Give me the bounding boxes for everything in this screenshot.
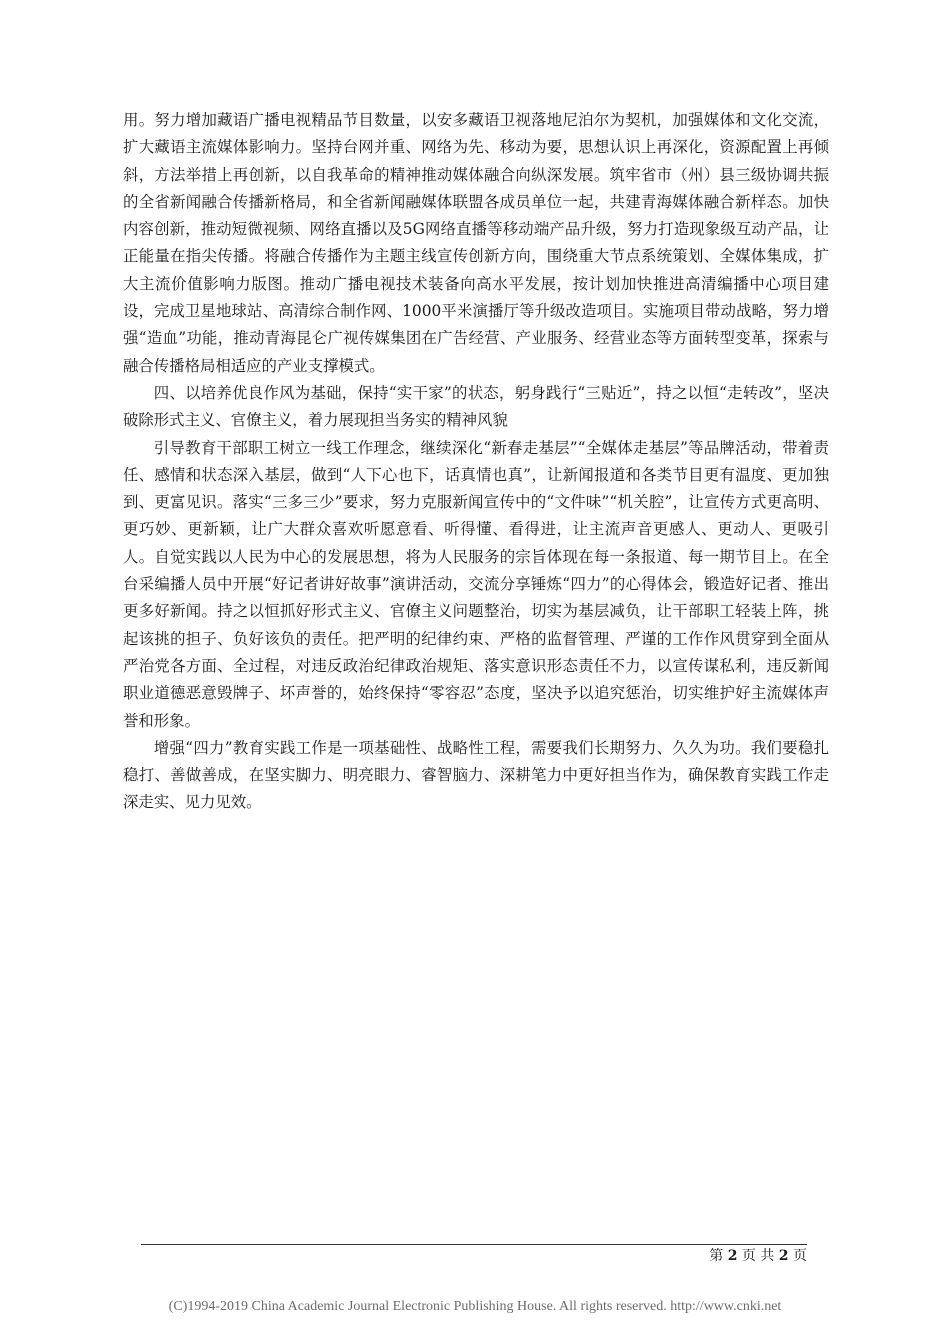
paragraph-4: 增强“四力”教育实践工作是一项基础性、战略性工程，需要我们长期努力、久久为功。我们要稳扎稳打、善做善成，在坚实脚力、明亮眼力、睿智脑力、深耕笔力中更好担当作为，确保教育实践工作走深走实、见力见效。	[123, 738, 829, 812]
page-total: 2	[778, 1248, 789, 1264]
paragraph-1: 用。努力增加藏语广播电视精品节目数量，以安多藏语卫视落地尼泊尔为契机，加强媒体和文化交流，扩大藏语主流媒体影响力。坚持台网并重、网络为先、移动为要，思想认识上再深化，资源配置上再倾斜，方法举措上再创新，以自我革命的精神推动媒体融合向纵深发展。筑牢省市（州）县三级协调共振的全省新闻融合传播新格局，和全省新闻融媒体联盟各成员单位一起，共建青海媒体融合新样态。加快内容创新，推动短微视频、网络直播以及5G网络直播等移动端产品升级，努力打造现象级互动产品，让正能量在指尖传播。将融合传播作为主题主线宣传创新方向，围绕重大节点系统策划、全媒体集成，扩大主流价值影响力版图。推动广播电视技术装备向高水平发展，按计划加快推进高清编播中心项目建设，完成卫星地球站、高清综合制作网、1000平米演播厅等升级改造项目。实施项目带动战略，努力增强“造血”功能，推动青海昆仑广视传媒集团在广告经营、产业服务、经营业态等方面转型变革，探索与融合传播格局相适应的产业支撑模式。	[123, 111, 829, 375]
page-current: 2	[727, 1248, 738, 1264]
copyright-notice: (C)1994-2019 China Academic Journal Electronic Publishing House. All rights reserved. http://www.cnki.net	[168, 1299, 782, 1314]
section-heading-4: 四、以培养优良作风为基础，保持“实干家”的状态，躬身践行“三贴近”，持之以恒“走转改”，坚决破除形式主义、官僚主义，着力展现担当务实的精神风貌	[123, 383, 829, 430]
page-prefix: 第	[709, 1248, 724, 1264]
page-number	[640, 1246, 807, 1266]
page-mid: 页 共	[741, 1248, 775, 1264]
paragraph-3: 引导教育干部职工树立一线工作理念，继续深化“新春走基层”“全媒体走基层”等品牌活动，带着责任、感情和状态深入基层，做到“人下心也下，话真情也真”，让新闻报道和各类节目更有温度、更加独到、更富见识。落实“三多三少”要求，努力克服新闻宣传中的“文件味”“机关腔”，让宣传方式更高明、更巧妙、更新颖，让广大群众喜欢听愿意看、听得懂、看得进，让主流声音更感人、更动人、更吸引人。自觉实践以人民为中心的发展思想，将为人民服务的宗旨体现在每一条报道、每一期节目上。在全台采编播人员中开展“好记者讲好故事”演讲活动，交流分享锤炼“四力”的心得体会，锻造好记者、推出更多好新闻。持之以恒抓好形式主义、官僚主义问题整治，切实为基层减负，让干部职工轻装上阵，挑起该挑的担子、负好该负的责任。把严明的纪律约束、严格的监督管理、严谨的工作作风贯穿到全面从严治党各方面、全过程，对违反政治纪律政治规矩、落实意识形态责任不力，以宣传谋私利，违反新闻职业道德恶意毁牌子、坏声誉的，始终保持“零容忍”态度，坚决予以追究惩治，切实维护好主流媒体声誉和形象。	[123, 438, 829, 730]
document-body	[123, 107, 829, 817]
footer-divider	[141, 1244, 807, 1245]
page-suffix: 页	[793, 1248, 807, 1264]
